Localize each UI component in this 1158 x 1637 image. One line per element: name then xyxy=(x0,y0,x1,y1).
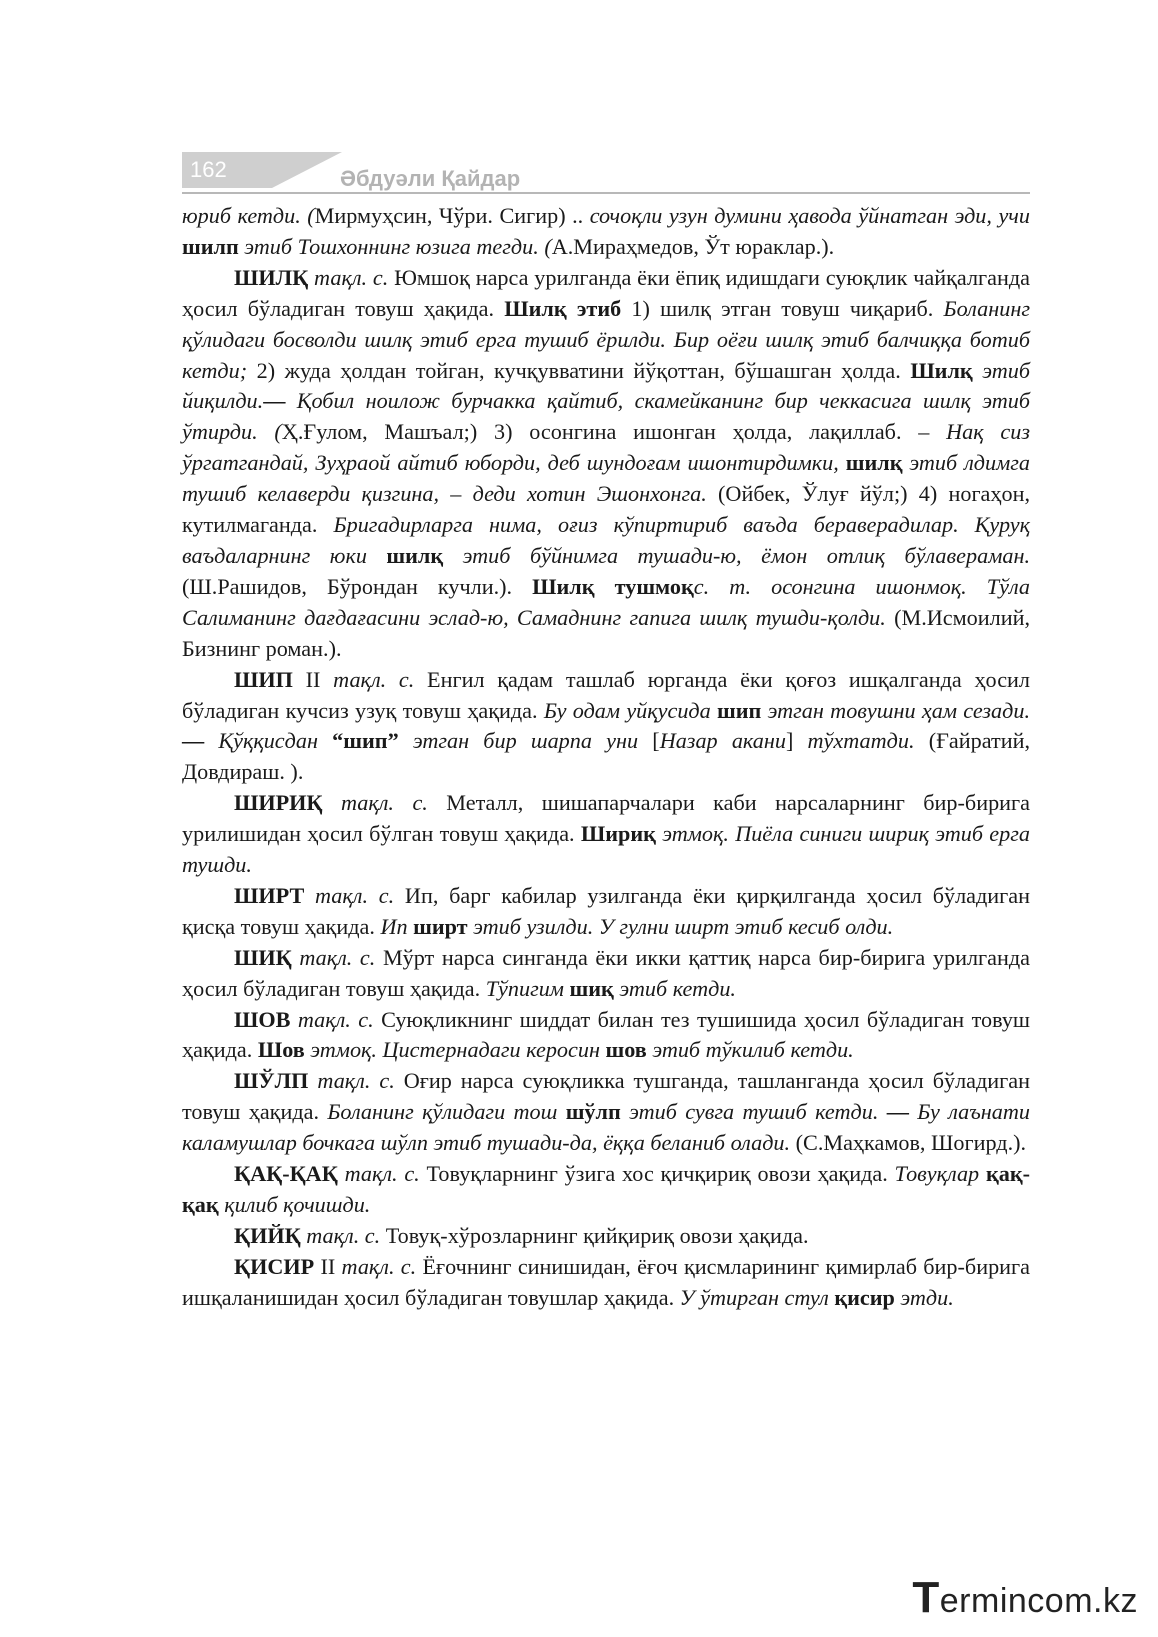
example-text: тақл. с. xyxy=(308,1068,395,1094)
example-text: тўхтатди. xyxy=(793,728,915,754)
body-text: Енгил қадам ташлаб юрганда ёки қоғоз ишқалганда ҳосил бўладиган кучсиз узуқ товуш ҳақида. xyxy=(182,666,1030,723)
body-text: [ xyxy=(652,728,660,754)
example-text: тақл. с. xyxy=(341,1253,417,1279)
example-text: этиб тўкилиб кетди. xyxy=(646,1037,854,1063)
headword-text: шилп xyxy=(182,233,239,259)
example-text: сочоқли узун думини ҳавода ўйнатган эди, учи xyxy=(583,203,1030,228)
example-text: тақл. с. xyxy=(304,882,395,908)
headword-text: — xyxy=(182,728,205,754)
example-text: Бу одам уйқусида xyxy=(543,697,718,723)
text-body xyxy=(182,201,1030,1314)
body-text: Ҳ.Ғулом, Машъал;) 3) осонгина ишонган ҳолда, лақиллаб. xyxy=(281,419,919,445)
body-text: Оғир нарса суюқликка тушганда, ташланганда ҳосил бўладиган товуш ҳақида. xyxy=(182,1068,1030,1125)
running-title: Әбдуәли Қайдар xyxy=(340,166,521,191)
body-text: (Ғайратий, Довдираш. ). xyxy=(182,728,1031,785)
headword-text: “шип” xyxy=(332,728,399,754)
headword-text: шип xyxy=(717,697,762,723)
example-text: этди. xyxy=(894,1284,954,1310)
header-wedge-decoration xyxy=(272,152,342,188)
body-text: II xyxy=(314,1253,342,1279)
example-text: Назар акани xyxy=(659,728,786,754)
example-text: этмоқ. Пиёла синиги шириқ этиб ерга тушди. xyxy=(182,821,1030,878)
headword-text: ШЎЛП xyxy=(234,1068,309,1094)
headword-text: ШИЛҚ xyxy=(234,264,309,290)
body-text: (Ойбек, Ўлуғ йўл;) 4) ногаҳон, кутилмаганда. xyxy=(182,481,1030,538)
headword-text: Шилқ этиб xyxy=(504,295,622,321)
dictionary-entry xyxy=(182,1005,1030,1067)
headword-text: Шилқ тушмоқ xyxy=(532,573,694,599)
example-text: тақл. с. xyxy=(300,1222,381,1248)
example-text: этган товушни ҳам сезади. xyxy=(761,697,1030,723)
body-text: Металл, шишапарчалари каби нарсаларнинг бир-бирига урилишидан ҳосил бўлган товуш ҳақида. xyxy=(182,790,1030,847)
example-text: Қобил ноилож бурчакка қайтиб, скамейканинг бир чеккасига шилқ этиб ўтирди. ( xyxy=(182,388,1030,445)
body-text: Товуқ-хўрозларнинг қийқириқ овози ҳақида. xyxy=(380,1222,809,1248)
example-text: У ўтирган стул xyxy=(679,1284,835,1310)
example-text: этиб Тошхоннинг юзига тегди. ( xyxy=(238,233,552,259)
example-text: тақл. с. xyxy=(337,1161,420,1187)
headword-text: ШИҚ xyxy=(234,944,292,970)
example-text: с. т. осонгина ишонмоқ. Тўла Салиманинг дағдағасини эслад-ю, Самаднинг гапига шилқ тушди-қолди. xyxy=(182,573,1030,630)
example-text: Бу лаънати каламушлар бочкага шўлп этиб тушади-да, ёққа беланиб олади. xyxy=(182,1099,1031,1156)
body-text: 1) шилқ этган товуш чиқариб. xyxy=(621,295,944,321)
dictionary-entry xyxy=(182,665,1030,789)
headword-text: шилқ xyxy=(386,542,444,568)
dictionary-entry xyxy=(182,943,1030,1005)
example-text: этмоқ. Цистернадаги керосин xyxy=(304,1037,606,1063)
body-text: 2) жуда ҳолдан тойган, кучқувватини йўқоттан, бўшашган ҳолда. xyxy=(247,357,911,383)
dictionary-entry xyxy=(182,881,1030,943)
example-text: Бригадирларга нима, оғиз кўпиртириб ваъда бераверадилар. Қуруқ ваъдаларнинг юки xyxy=(182,512,1030,568)
dictionary-entry xyxy=(182,788,1030,881)
example-text: этган бир шарпа уни xyxy=(398,728,653,754)
headword-text: шўлп xyxy=(565,1099,621,1125)
headword-text: ШИРТ xyxy=(234,882,305,908)
example-text: этиб йиқилди. xyxy=(182,357,1030,414)
headword-text: ҚИСИР xyxy=(234,1253,315,1279)
dictionary-entry xyxy=(182,263,1030,665)
headword-text: қақ-қақ xyxy=(182,1161,1030,1217)
example-text: тақл. с. xyxy=(308,264,389,290)
example-text: тақл. с. xyxy=(290,1006,374,1032)
headword-text: Шилқ xyxy=(910,357,973,383)
headword-text: — xyxy=(886,1099,909,1125)
example-text: Боланинг қўлидаги тош xyxy=(327,1099,566,1125)
body-text: Мирмуҳсин, Чўри. Сигир) .. xyxy=(314,203,584,228)
body-text: Ёғочнинг синишидан, ёғоч қисмларининг қимирлаб бир-бирига ишқаланишидан ҳосил бўладиган товушлар ҳақида. xyxy=(182,1253,1030,1310)
headword-text: ҚИЙҚ xyxy=(234,1222,301,1248)
headword-text: — xyxy=(263,388,286,414)
terminco-watermark: Termincom.kz xyxy=(912,1573,1138,1622)
example-text: Товуқлар xyxy=(894,1161,986,1187)
page-number: 162 xyxy=(182,152,272,188)
example-text: тақл. с. xyxy=(322,790,428,816)
body-text: (С.Маҳкамов, Шогирд.). xyxy=(790,1130,1027,1156)
example-text: Боланинг қўлидаги босволди шилқ этиб ерга тушиб ёрилди. Бир оёғи шилқ этиб балчиққа ботиб кетди; xyxy=(182,295,1030,383)
headword-text: Шов xyxy=(257,1037,305,1063)
example-text: қилиб қочишди. xyxy=(218,1192,371,1217)
headword-text: ШОВ xyxy=(234,1006,291,1032)
example-text: юриб кетди. ( xyxy=(182,203,315,228)
magnifier-icon: o xyxy=(1044,1582,1065,1620)
body-text: А.Мираҳмедов, Ўт юраклар.). xyxy=(551,233,835,259)
example-text: тақл. с. xyxy=(291,944,376,970)
example-text: этиб сувга тушиб кетди. xyxy=(620,1099,887,1125)
body-text: Суюқликнинг шиддат билан тез тушишида ҳосил бўладиган товуш ҳақида. xyxy=(182,1006,1030,1063)
example-text: – Нақ сиз ўргатгандай, Зуҳраой айтиб юборди, деб шундоғам ишонтирдимки, xyxy=(182,419,1030,476)
body-text: II xyxy=(292,666,334,692)
headword-text: Шириқ xyxy=(580,821,656,847)
headword-text: ҚАҚ-ҚАҚ xyxy=(234,1161,338,1187)
headword-text: шов xyxy=(605,1037,647,1063)
body-text: ] xyxy=(785,728,794,754)
headword-text: шиқ xyxy=(569,975,614,1001)
body-text: Юмшоқ нарса урилганда ёки ёпиқ идишдаги суюқлик чайқалганда ҳосил бўладиган товуш ҳақида. xyxy=(182,264,1031,321)
example-text: Қўққисдан xyxy=(204,728,333,754)
continuation-paragraph xyxy=(182,201,1030,263)
headword-text: ширт xyxy=(413,913,468,939)
example-text: этиб кетди. xyxy=(613,975,736,1001)
body-text: Товуқларнинг ўзига хос қичқириқ овози ҳақида. xyxy=(419,1161,895,1187)
example-text: этиб бўйнимга тушади-ю, ёмон отлиқ бўлавераман. xyxy=(443,542,1030,568)
headword-text: ШИРИҚ xyxy=(234,790,323,816)
body-text: Мўрт нарса синганда ёки икки қаттиқ нарса бир-бирига урилганда ҳосил бўладиган товуш ҳақида. xyxy=(182,944,1030,1001)
headword-text: қисир xyxy=(834,1284,895,1310)
dictionary-entry xyxy=(182,1066,1030,1159)
body-text: (Ш.Рашидов, Бўрондан кучли.). xyxy=(182,573,533,599)
dictionary-entry xyxy=(182,1159,1030,1221)
example-text: Тўпигим xyxy=(485,975,570,1001)
body-text: Ип, барг кабилар узилганда ёки қирқилганда ҳосил бўладиган қисқа товуш ҳақида. xyxy=(182,882,1030,939)
body-text: (М.Исмоилий, Бизнинг роман.). xyxy=(182,604,1030,661)
headword-text: шилқ xyxy=(845,450,903,476)
example-text: этиб узилди. У гулни ширт этиб кесиб олди. xyxy=(467,913,894,939)
header-rule xyxy=(182,192,1030,194)
headword-text: ШИП xyxy=(234,666,293,692)
example-text: тақл. с. xyxy=(333,666,415,692)
dictionary-entry xyxy=(182,1252,1030,1314)
dictionary-entry xyxy=(182,1221,1030,1252)
example-text: Ип xyxy=(380,913,414,939)
page-header xyxy=(182,146,1030,194)
example-text: этиб лдимга тушиб келаверди қизгина, – деди хотин Эшонхонга. xyxy=(182,450,1031,507)
